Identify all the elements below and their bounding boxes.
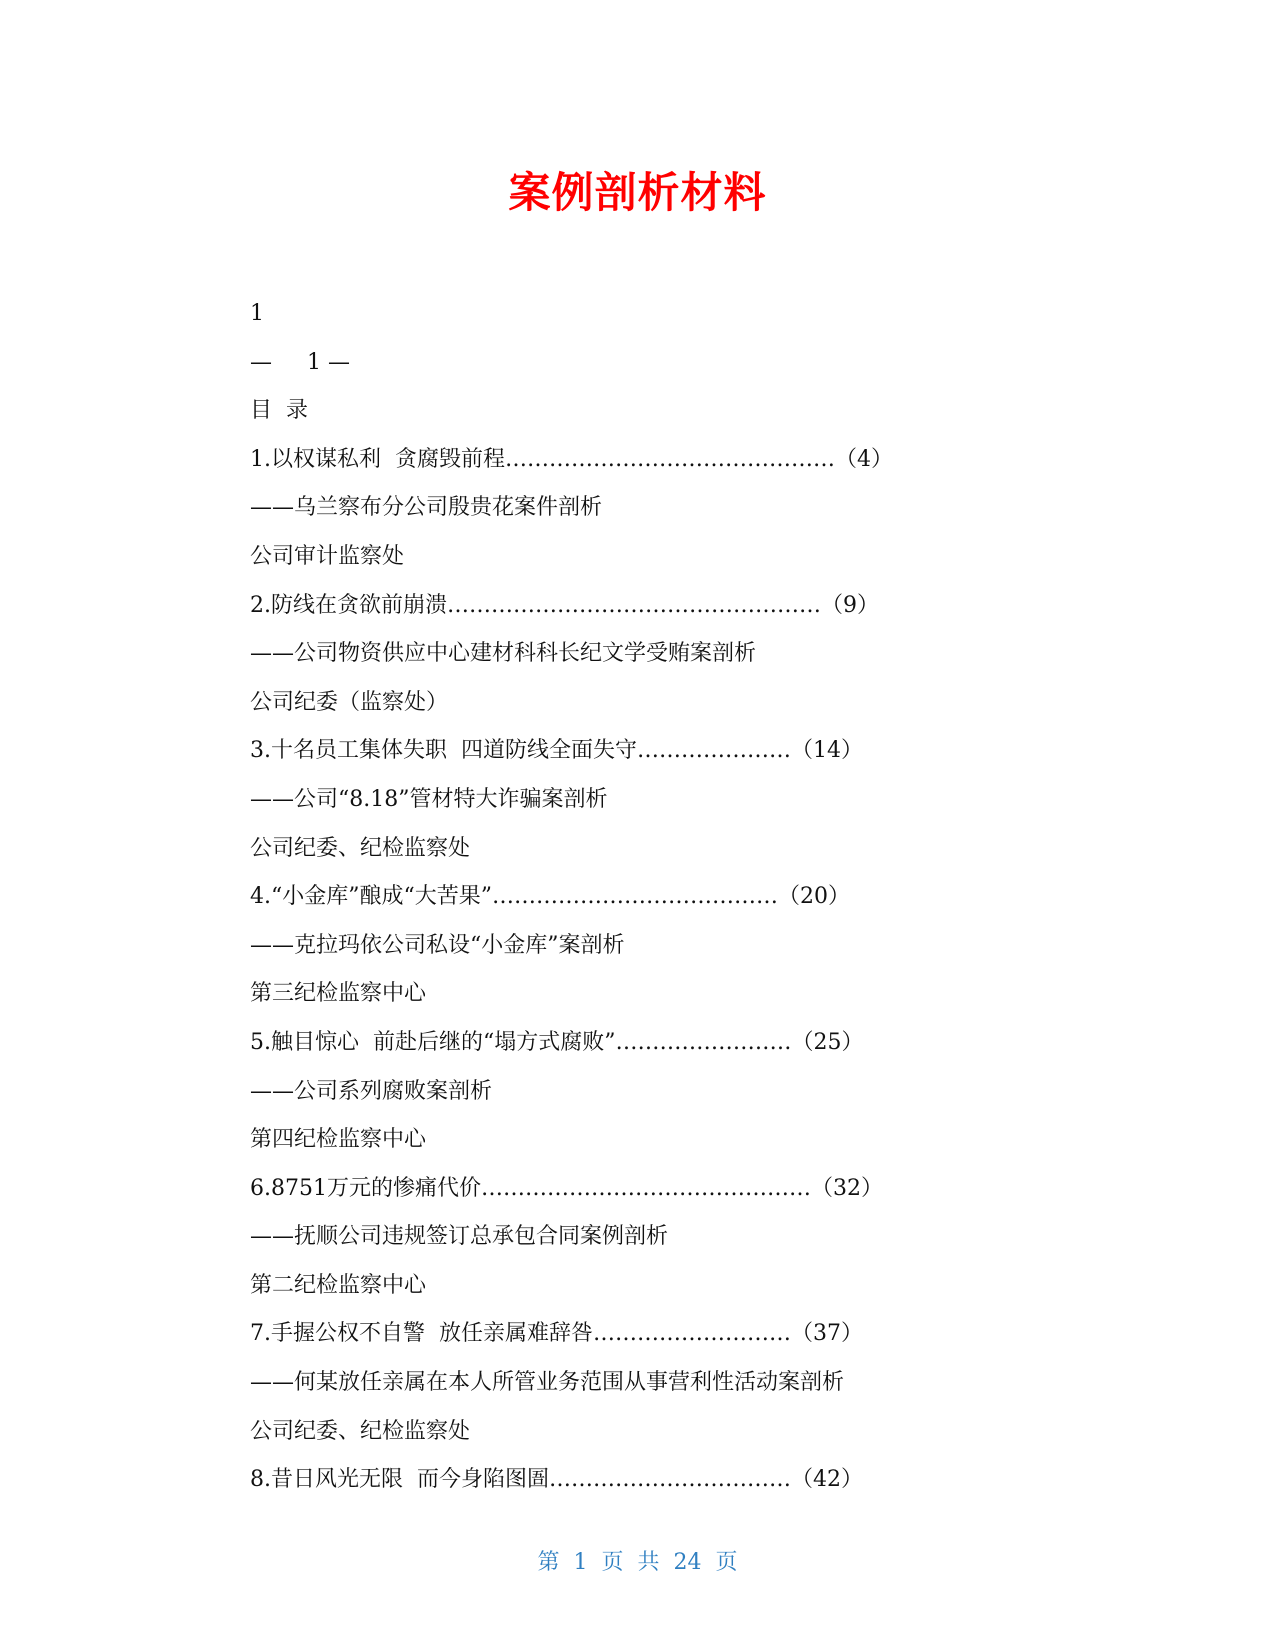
toc-heading: 目 录 [250,398,308,424]
toc-entry-org: 第三纪检监察中心 [250,981,427,1007]
toc-entry-org: 公司纪委（监察处） [250,689,449,715]
toc-entry-title [250,446,1010,495]
page-number-line: 1 [250,301,264,326]
toc-entry-title-text: 6.8751万元的惨痛代价 [250,1175,481,1201]
toc-entry-subtitle: ——公司系列腐败案剖析 [250,1078,493,1104]
toc-entry-title [250,1320,1010,1369]
toc-entry-subtitle: ——克拉玛依公司私设“小金库”案剖析 [250,932,625,958]
toc-entry-org: 公司纪委、纪检监察处 [250,1418,471,1444]
toc-entry-subtitle: ——抚顺公司违规签订总承包合同案例剖析 [250,1224,669,1250]
document-title: 案例剖析材料 [508,168,767,217]
toc-entry-title-text: 8.昔日风光无限 而今身陷图圄 [250,1467,549,1493]
toc-entry-page: （20） [777,884,850,910]
toc-entry-leader: ……………………………………… [504,446,835,472]
toc-entry-page: （14） [790,738,863,764]
toc-entry-leader: ………………………………… [491,884,778,910]
toc-entry-subtitle: ——公司物资供应中心建材科科长纪文学受贿案剖析 [250,641,757,667]
toc-entry-page: （4） [834,446,893,472]
toc-entry-title-text: 4.“小金库”酿成“大苦果” [250,884,492,910]
toc-entry-page: （42） [790,1467,863,1493]
toc-entry-org: 公司审计监察处 [250,543,405,569]
toc-entry-subtitle: ——何某放任亲属在本人所管业务范围从事营利性活动案剖析 [250,1370,845,1396]
document-body [250,300,1010,1515]
toc-entry-leader: ………………… [636,738,791,764]
toc-entry-subtitle: ——公司“8.18”管材特大诈骗案剖析 [250,786,608,812]
toc-entry-title-text: 3.十名员工集体失职 四道防线全面失守 [250,738,637,764]
toc-entry-leader: ……………………………………… [480,1175,811,1201]
toc-entry-leader: …………………………… [548,1467,791,1493]
toc-entry-title-text: 5.触目惊心 前赴后继的“塌方式腐败” [250,1029,616,1055]
page-marker-line: — 1 — [250,349,350,375]
toc-entry-title [250,737,1010,786]
toc-entry-page: （9） [821,592,879,618]
toc-entry-page: （25） [791,1029,864,1055]
toc-entry-page: （32） [810,1175,883,1201]
toc-entry-title [250,1175,1010,1224]
toc-entry-leader: …………………………………………… [447,592,821,618]
toc-entry-title [250,1029,1010,1078]
toc-entry-title [250,883,1010,932]
page-footer: 第 1 页 共 24 页 [537,1550,738,1575]
toc-entry-subtitle: ——乌兰察布分公司殷贵花案件剖析 [250,495,603,521]
toc-entry-org: 第四纪检监察中心 [250,1127,427,1153]
toc-entry-page: （37） [790,1321,863,1347]
toc-entry-title-text: 1.以权谋私利 贪腐毁前程 [250,446,505,472]
toc-entry-leader: …………………… [615,1029,792,1055]
toc-entry-title [250,1466,1010,1515]
toc-entry-org: 第二纪检监察中心 [250,1272,427,1298]
toc-entry-org: 公司纪委、纪检监察处 [250,835,471,861]
toc-entry-title-text: 2.防线在贪欲前崩溃 [250,592,447,618]
toc-entry-leader: ……………………… [592,1321,791,1347]
toc-entry-title [250,592,1010,641]
toc-entry-title-text: 7.手握公权不自警 放任亲属难辞咎 [250,1321,593,1347]
